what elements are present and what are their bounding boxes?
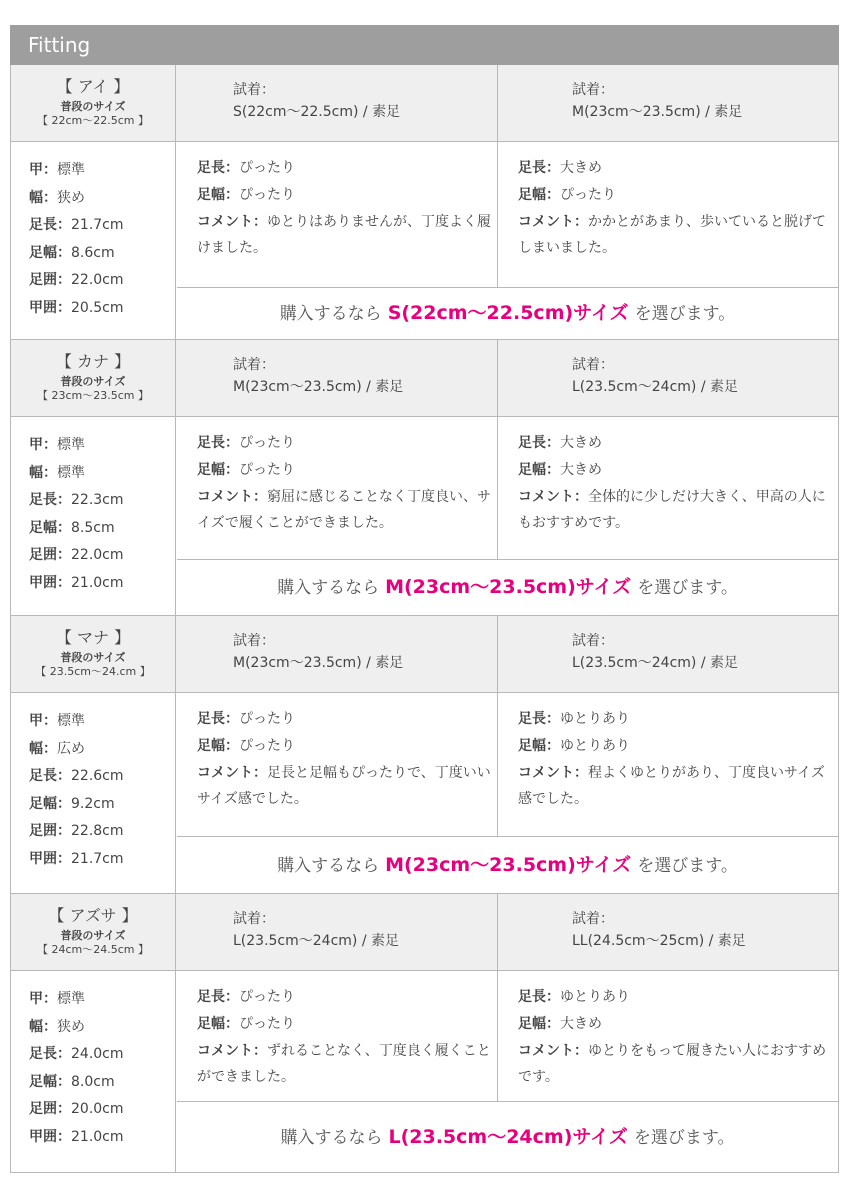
review-comment: コメント：ゆとりをもって履きたい人におすすめです。 — [518, 1043, 827, 1085]
trial-label: 試着： — [233, 357, 275, 373]
review-length: 足長：ゆとりあり — [518, 711, 630, 727]
trial-size-value: S(22cm～22.5cm) / 素足 — [233, 104, 401, 120]
person-header-row — [11, 616, 838, 693]
review-size-a — [177, 417, 498, 559]
stat-length: 足長：22.3cm — [29, 492, 124, 508]
person-profile — [11, 616, 176, 693]
stat-foot-width: 足幅：8.0cm — [29, 1073, 115, 1090]
review-length: 足長：ぴったり — [197, 160, 295, 176]
foot-measurements — [11, 142, 176, 339]
person-name: 【 カナ 】 — [55, 352, 131, 371]
trial-label: 試着： — [572, 911, 614, 927]
trial-label: 試着： — [572, 633, 614, 649]
review-length: 足長：ぴったり — [197, 435, 295, 451]
stat-instep: 甲：標準 — [29, 437, 85, 453]
recommendation — [177, 836, 838, 893]
review-width: 足幅：ぴったり — [197, 1016, 295, 1032]
stat-girth: 足囲：20.0cm — [29, 1101, 124, 1117]
person-profile — [11, 340, 176, 417]
trial-size-b — [498, 65, 838, 142]
reco-suffix: を選びます。 — [633, 1128, 735, 1148]
recommended-size: L(23.5cm～24cm)サイズ — [388, 1126, 628, 1148]
person-header-row — [11, 894, 838, 971]
review-size-a — [177, 971, 498, 1101]
review-comment: コメント：窮屈に感じることなく丁度良い、サイズで履くことができました。 — [197, 489, 491, 531]
review-width: 足幅：ゆとりあり — [518, 738, 630, 754]
stat-length: 足長：21.7cm — [29, 217, 124, 233]
fitting-blocks — [10, 65, 839, 1173]
stat-length: 足長：24.0cm — [29, 1046, 124, 1062]
trial-size-b — [498, 616, 838, 693]
review-length: 足長：大きめ — [518, 160, 602, 176]
recommendation — [177, 559, 838, 615]
review-length: 足長：ゆとりあり — [518, 989, 630, 1005]
usual-size-value: 【 23.5cm～24.cm 】 — [35, 665, 151, 678]
trial-size-b — [498, 340, 838, 417]
usual-size-label: 普段のサイズ — [60, 375, 126, 388]
fitting-table — [10, 25, 839, 1173]
review-comment: コメント：ずれることなく、丁度良く履くことができました。 — [197, 1043, 491, 1085]
stat-width: 幅：標準 — [29, 464, 85, 481]
stat-foot-width: 足幅：8.6cm — [29, 244, 115, 261]
stat-instep-girth: 甲囲：20.5cm — [29, 299, 124, 316]
person-header-row — [11, 340, 838, 417]
recommendation — [177, 287, 838, 339]
recommended-size: S(22cm～22.5cm)サイズ — [387, 302, 629, 324]
usual-size-label: 普段のサイズ — [60, 651, 126, 664]
foot-measurements — [11, 971, 176, 1172]
review-comment: コメント：かかとがあまり、歩いていると脱げてしまいました。 — [518, 214, 826, 256]
person-detail-row — [11, 971, 838, 1172]
foot-measurements — [11, 693, 176, 893]
trial-label: 試着： — [572, 357, 614, 373]
review-size-b — [498, 971, 838, 1101]
stat-foot-width: 足幅：8.5cm — [29, 519, 115, 536]
stat-instep: 甲：標準 — [29, 162, 85, 178]
trial-size-a — [177, 65, 498, 142]
person-block — [10, 340, 839, 616]
reco-suffix: を選びます。 — [637, 856, 738, 876]
review-width: 足幅：大きめ — [518, 462, 602, 478]
review-width: 足幅：ぴったり — [197, 462, 295, 478]
stat-girth: 足囲：22.8cm — [29, 823, 124, 839]
stat-width: 幅：狭め — [29, 189, 85, 206]
review-comment: コメント：全体的に少しだけ大きく、甲高の人にもおすすめです。 — [518, 489, 826, 531]
usual-size-label: 普段のサイズ — [60, 100, 126, 113]
person-name: 【 アイ 】 — [56, 77, 130, 96]
trial-size-value: L(23.5cm～24cm) / 素足 — [233, 933, 399, 949]
person-header-row — [11, 65, 838, 142]
stat-foot-width: 足幅：9.2cm — [29, 795, 115, 812]
review-comment: コメント：程よくゆとりがあり、丁度良いサイズ感でした。 — [518, 765, 825, 807]
review-comment: コメント：足長と足幅もぴったりで、丁度いいサイズ感でした。 — [197, 765, 491, 807]
review-length: 足長：ぴったり — [197, 711, 295, 727]
stat-instep: 甲：標準 — [29, 713, 85, 729]
person-block — [10, 65, 839, 340]
trial-size-value: M(23cm～23.5cm) / 素足 — [233, 655, 404, 671]
review-size-b — [498, 142, 838, 287]
person-detail-row — [11, 142, 838, 339]
stat-instep-girth: 甲囲：21.7cm — [29, 850, 124, 867]
trial-size-a — [177, 616, 498, 693]
stat-instep: 甲：標準 — [29, 991, 85, 1007]
reco-suffix: を選びます。 — [634, 304, 736, 324]
trial-label: 試着： — [233, 911, 275, 927]
reco-prefix: 購入するなら — [277, 578, 380, 598]
person-name: 【 アズサ 】 — [48, 906, 138, 925]
recommended-size: M(23cm～23.5cm)サイズ — [385, 854, 632, 876]
person-block — [10, 616, 839, 894]
person-profile — [11, 65, 176, 142]
person-name: 【 マナ 】 — [55, 628, 131, 647]
stat-length: 足長：22.6cm — [29, 768, 124, 784]
usual-size-value: 【 23cm～23.5cm 】 — [36, 389, 149, 402]
reco-prefix: 購入するなら — [280, 1128, 383, 1148]
trial-size-value: M(23cm～23.5cm) / 素足 — [572, 104, 743, 120]
trial-size-a — [177, 340, 498, 417]
stat-instep-girth: 甲囲：21.0cm — [29, 574, 124, 591]
person-block — [10, 894, 839, 1173]
person-detail-row — [11, 417, 838, 615]
review-width: 足幅：ぴったり — [197, 187, 295, 203]
reco-prefix: 購入するなら — [279, 304, 382, 324]
trial-size-value: L(23.5cm～24cm) / 素足 — [572, 655, 738, 671]
trial-label: 試着： — [233, 633, 275, 649]
trial-size-value: LL(24.5cm～25cm) / 素足 — [572, 933, 746, 949]
review-width: 足幅：大きめ — [518, 1016, 602, 1032]
person-profile — [11, 894, 176, 971]
trial-size-b — [498, 894, 838, 971]
review-size-b — [498, 693, 838, 836]
stat-width: 幅：広め — [29, 740, 85, 757]
stat-instep-girth: 甲囲：21.0cm — [29, 1128, 124, 1145]
foot-measurements — [11, 417, 176, 615]
trial-size-value: L(23.5cm～24cm) / 素足 — [572, 379, 738, 395]
stat-girth: 足囲：22.0cm — [29, 547, 124, 563]
review-length: 足長：大きめ — [518, 435, 602, 451]
review-size-a — [177, 142, 498, 287]
review-size-a — [177, 693, 498, 836]
review-size-b — [498, 417, 838, 559]
reco-suffix: を選びます。 — [637, 578, 738, 598]
review-width: 足幅：ぴったり — [197, 738, 295, 754]
review-comment: コメント：ゆとりはありませんが、丁度よく履けました。 — [197, 214, 491, 256]
section-title: Fitting — [10, 25, 839, 65]
trial-size-a — [177, 894, 498, 971]
trial-size-value: M(23cm～23.5cm) / 素足 — [233, 379, 404, 395]
usual-size-value: 【 24cm～24.5cm 】 — [36, 943, 149, 956]
trial-label: 試着： — [572, 82, 614, 98]
recommendation — [177, 1101, 838, 1172]
review-width: 足幅：ぴったり — [518, 187, 616, 203]
reco-prefix: 購入するなら — [277, 856, 380, 876]
stat-girth: 足囲：22.0cm — [29, 272, 124, 288]
usual-size-label: 普段のサイズ — [60, 929, 126, 942]
usual-size-value: 【 22cm～22.5cm 】 — [36, 114, 149, 127]
trial-label: 試着： — [233, 82, 275, 98]
recommended-size: M(23cm～23.5cm)サイズ — [385, 576, 632, 598]
person-detail-row — [11, 693, 838, 893]
review-length: 足長：ぴったり — [197, 989, 295, 1005]
stat-width: 幅：狭め — [29, 1018, 85, 1035]
